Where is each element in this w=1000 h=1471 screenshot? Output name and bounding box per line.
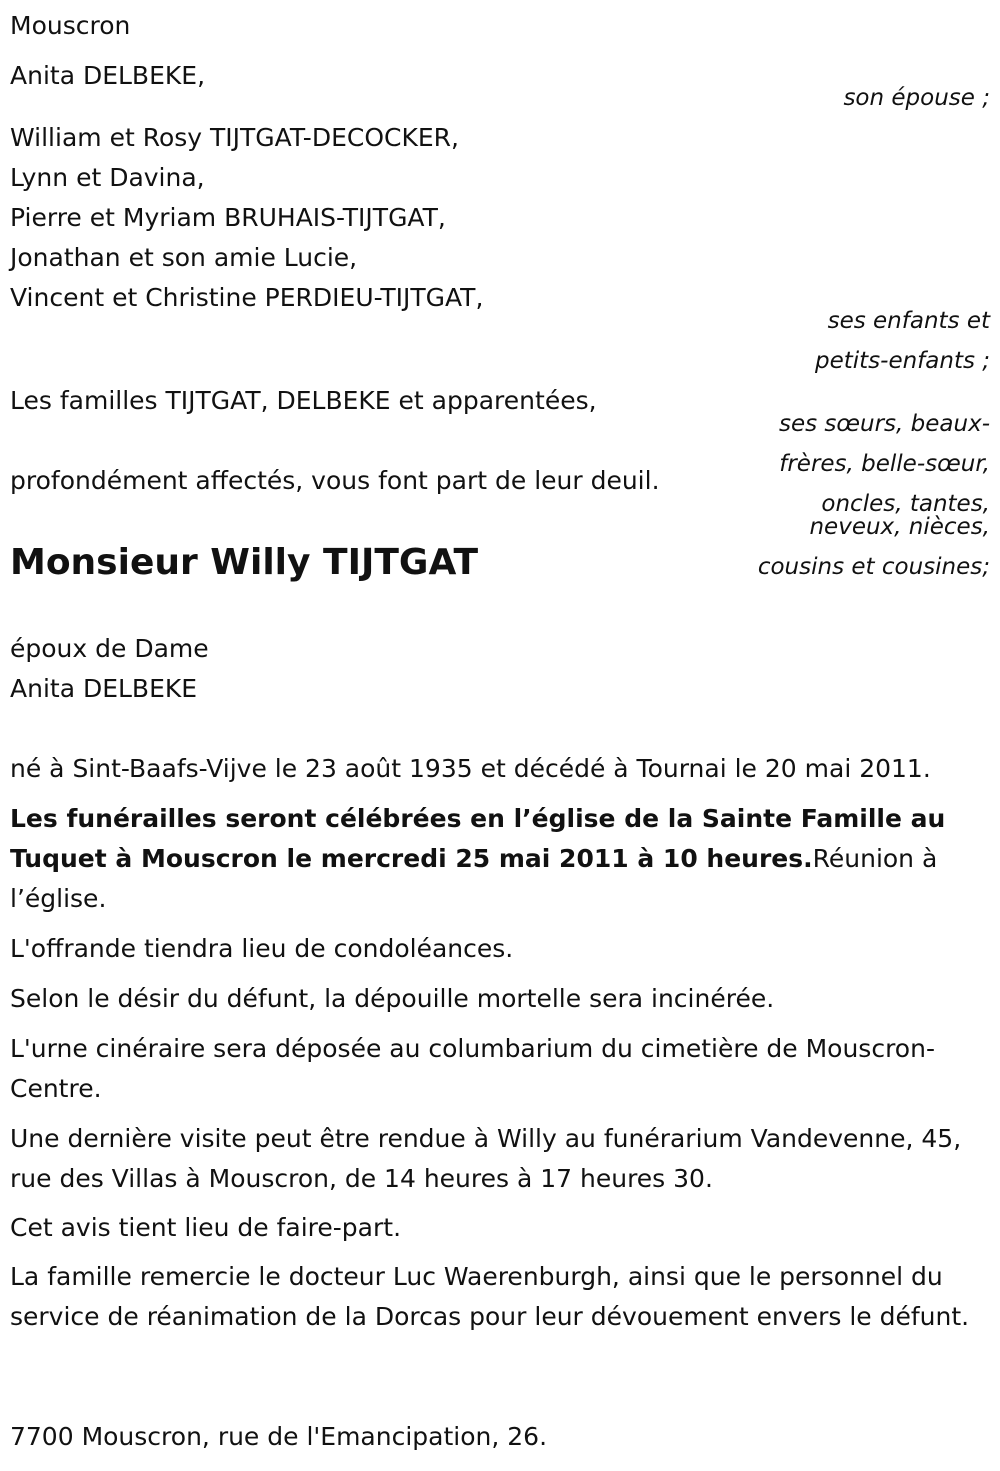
funeral-paragraph (10, 799, 985, 919)
families-line: Les familles TIJTGAT, DELBEKE et apparentées, (10, 386, 597, 415)
deceased-spouse-line-2: Anita DELBEKE (10, 674, 198, 703)
announcement-line: profondément affectés, vous font part de leur deuil. (10, 466, 660, 495)
spouse-role: son épouse ; (843, 85, 990, 111)
child-line-1: William et Rosy TIJTGAT-DECOCKER, (10, 123, 459, 152)
offering-paragraph: L'offrande tiendra lieu de condoléances. (10, 934, 514, 963)
child-line-5: Vincent et Christine PERDIEU-TIJTGAT, (10, 283, 484, 312)
funeral-meeting: Réunion à l’église. (10, 844, 938, 913)
cremation-paragraph: Selon le désir du défunt, la dépouille mortelle sera incinérée. (10, 984, 775, 1013)
city-heading: Mouscron (10, 11, 131, 40)
funeral-details: Les funérailles seront célébrées en l’église de la Sainte Famille au Tuquet à Mouscron le mercredi 25 mai 2011 à 10 heures. (10, 804, 946, 873)
relatives-role-line-4: neveux, nièces, (809, 514, 990, 540)
child-line-2: Lynn et Davina, (10, 163, 205, 192)
child-line-3: Pierre et Myriam BRUHAIS-TIJTGAT, (10, 203, 446, 232)
deceased-spouse-line-1: époux de Dame (10, 634, 209, 663)
relatives-role-line-5: cousins et cousines; (757, 554, 990, 580)
urn-paragraph: L'urne cinéraire sera déposée au columbarium du cimetière de Mouscron-Centre. (10, 1034, 935, 1103)
spouse-name: Anita DELBEKE, (10, 61, 206, 90)
relatives-role-line-1: ses sœurs, beaux- (778, 411, 990, 437)
relatives-role-line-2: frères, belle-sœur, (779, 451, 990, 477)
address-line: 7700 Mouscron, rue de l'Emancipation, 26. (10, 1422, 548, 1451)
relatives-role-line-3: oncles, tantes, (821, 491, 990, 517)
thanks-paragraph: La famille remercie le docteur Luc Waerenburgh, ainsi que le personnel du service de réanimation de la Dorcas pour leur dévouement envers le défunt. (10, 1262, 970, 1331)
notice-paragraph: Cet avis tient lieu de faire-part. (10, 1213, 402, 1242)
children-role-line-1: ses enfants et (827, 308, 990, 334)
deceased-name: Monsieur Willy TIJTGAT (10, 542, 479, 583)
children-role-line-2: petits-enfants ; (814, 348, 990, 374)
visit-paragraph: Une dernière visite peut être rendue à Willy au funérarium Vandevenne, 45, rue des Villas à Mouscron, de 14 heures à 17 heures 30. (10, 1124, 962, 1193)
birth-death-line: né à Sint-Baafs-Vijve le 23 août 1935 et décédé à Tournai le 20 mai 2011. (10, 754, 931, 783)
child-line-4: Jonathan et son amie Lucie, (10, 243, 358, 272)
